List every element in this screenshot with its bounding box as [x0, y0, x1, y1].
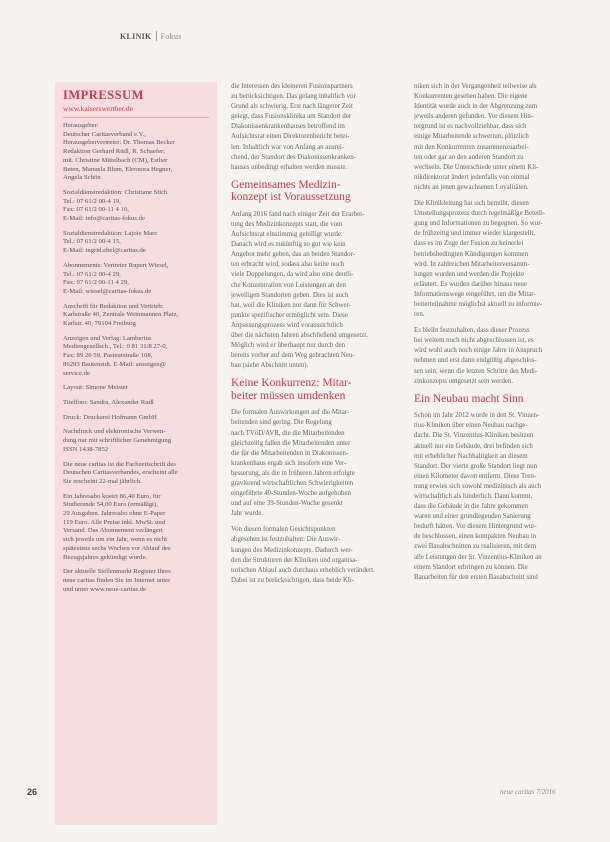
impressum-block	[63, 493, 209, 563]
paragraph-line: nach TVöD/AVR, die die Mitarbeitenden	[231, 429, 345, 437]
paragraph-line: Diakonissenkrankenhauses betroffend im	[231, 123, 345, 131]
subheading-line: Gemeinsames Medizin-	[231, 178, 341, 191]
paragraph-line: besserung, als die in früheren Jahren erfolgte	[231, 469, 355, 477]
paragraph-line: viele Doppelungen, da wird also eine deutli-	[231, 271, 354, 279]
impressum-line: 119 Euro. Alle Preise inkl. MwSt. und	[63, 518, 166, 526]
subheading-line: Keine Konkurrenz: Mitar-	[231, 377, 352, 390]
paragraph-line: Anpassungsprozess wird voraussichtlich	[231, 321, 343, 329]
paragraph-line: wechseln. Die Unterschiede unter einem Kli-	[414, 163, 539, 171]
paragraph-line: nichts an jenen gewachsenen Loyalitäten.	[414, 183, 529, 191]
article-subheading	[231, 179, 401, 204]
paragraph-line: bei weitem noch nicht abgeschlossen ist, es	[414, 337, 534, 345]
paragraph-line: bau (siehe Abschnitt unten).	[231, 362, 309, 370]
article-paragraph	[231, 82, 401, 173]
article-column-left	[231, 82, 401, 592]
article-paragraph	[414, 199, 584, 320]
paragraph-line: einem Standort erbringen zu können. Die	[414, 563, 528, 571]
impressum-block	[63, 461, 209, 487]
paragraph-line: ten oder gar an den anderen Standort zu	[414, 153, 524, 161]
article-paragraph	[231, 408, 401, 519]
paragraph-line: Die formalen Auswirkungen auf die Mitar-	[231, 409, 350, 417]
paragraph-line: über die nächsten Jahren abschließend umgesetzt.	[231, 331, 368, 339]
impressum-line: und unter www.neue-caritas.de	[63, 585, 147, 593]
impressum-line: 29 Ausgaben. Jahresabo ohne E-Paper	[63, 510, 166, 518]
impressum-line: Tel.: 07 61/2 00-4 19,	[63, 197, 121, 205]
paragraph-line: gung und Informationen zu begegnen. So wur-	[414, 220, 543, 228]
paragraph-line: waren und einer grundlegenden Sanierung	[414, 513, 531, 521]
paragraph-line: lungen wurden und werden die Projekte	[414, 270, 525, 278]
impressum-line: Angela Schön	[63, 174, 101, 182]
paragraph-line: nung erwies sich sowohl medizinisch als auch	[414, 482, 542, 490]
impressum-line: Anschrift für Redaktion und Vertrieb:	[63, 302, 164, 310]
article-paragraph	[414, 82, 584, 193]
impressum-line: mit. Christine Mittelbach (CM), Esther	[63, 156, 168, 164]
paragraph-line: tung des Medizinkonzepts statt, die vom	[231, 220, 343, 228]
paragraph-line: niken sich in der Vergangenheit teilweise als	[414, 83, 537, 90]
article-paragraph	[414, 411, 584, 583]
impressum-block	[63, 568, 209, 594]
impressum-block	[63, 230, 209, 256]
subsection-label: Fokus	[160, 32, 182, 41]
paragraph-line: und auf eine 39-Stunden-Woche gesenkt	[231, 500, 343, 508]
impressum-block	[63, 428, 209, 454]
impressum-block	[63, 122, 209, 183]
paragraph-line: den die Strukturen der Kliniken und organisa-	[231, 556, 358, 564]
paragraph-line: mit erheblicher Nachhaltigkeit an diesem	[414, 452, 528, 460]
paragraph-line: Jahr wurde.	[231, 510, 264, 518]
impressum-line: Der aktuelle Stellenmarkt Register Ihres	[63, 568, 171, 576]
paragraph-line: alle Leistungen der St. Vinzentius-Kliniken an	[414, 553, 542, 561]
paragraph-line: gelegt, dass Fusionsklinika am Standort der	[231, 113, 352, 121]
section-label: KLINIK	[120, 32, 152, 41]
impressum-line: Sie erscheint 22-mal jährlich.	[63, 477, 142, 485]
impressum-line: Fax: 89 20 59, Pasteurstraße 108,	[63, 352, 153, 360]
paragraph-line: len. Inhaltlich war von Anfang an ausrei-	[231, 143, 345, 151]
impressum-line: Tel.: 07 61/2 00-4 29,	[63, 270, 121, 278]
article-subheading	[231, 377, 401, 402]
article-paragraph	[231, 525, 401, 586]
paragraph-line: Die Klinikleitung hat sich bemüht, diesen	[414, 200, 529, 208]
impressum-line: Studierende 54,00 Euro (ermäßigt),	[63, 501, 158, 509]
impressum-line: Bezugsjahres gekündigt wurde.	[63, 553, 148, 561]
impressum-box	[55, 82, 217, 825]
paragraph-line: wird wohl auch noch einige Jahre in Anspruch	[414, 347, 543, 355]
impressum-line: Die neue caritas ist die Fachzeitschrift des	[63, 460, 176, 468]
impressum-line: Sozialdienstredaktion: Christiane Stich	[63, 188, 168, 196]
impressum-line: spätestens sechs Wochen vor Ablauf des	[63, 544, 171, 552]
paragraph-line: Aufsichtsrat einen Direktorenbericht betei-	[231, 133, 350, 141]
impressum-line: Versand. Das Abonnement verlängert	[63, 527, 163, 535]
impressum-line: neue caritas finden Sie im Internet unter	[63, 576, 171, 584]
impressum-title: IMPRESSUM	[63, 88, 144, 102]
impressum-line: Fax: 07 61/2 00-11 4 10,	[63, 206, 129, 214]
paragraph-line: dass es im Zuge der Fusion zu keinerlei	[414, 240, 524, 248]
impressum-line: sich jeweils um ein Jahr, wenn es nicht	[63, 536, 168, 544]
paragraph-line: Danach wird es zukünftig so gut wie kein	[231, 241, 346, 249]
impressum-block	[63, 384, 209, 393]
paragraph-line: jeweils anderen gefunden. Vor diesem Hin-	[414, 113, 534, 121]
impressum-line: dung nur mit schriftlicher Genehmigung	[63, 437, 172, 445]
paragraph-line: gravierend wirtschaftlichen Schwierigkeiten	[231, 480, 354, 487]
paragraph-line: beiterteilnahme möglichst aktuell zu informie-	[414, 300, 543, 308]
paragraph-line: dass die Gebäude in die Jahre gekommen	[414, 503, 529, 511]
paragraph-line: Anfang 2016 fand nach einiger Zeit der Erarbei-	[231, 210, 365, 218]
impressum-line: Mediengesellsch., Tel.: 0 81 31/8 27-0,	[63, 343, 168, 351]
paragraph-line: punkte spezifischer ermöglicht sein. Diese	[231, 311, 348, 319]
paragraph-line: erläutert. Es wurden darüber hinaus neue	[414, 280, 527, 288]
running-header	[120, 31, 182, 41]
paragraph-line: hat, weil die Kliniken nur dann für Schwer-	[231, 301, 352, 309]
paragraph-line: wirtschaftlich als hinderlich. Dann kommt,	[414, 492, 533, 500]
paragraph-line: nehmen und erst dann endgültig abgeschlos-	[414, 357, 537, 365]
impressum-line: Herausgebervertreter: Dr. Thomas Becker	[63, 139, 176, 147]
paragraph-line: abgesehen ist festzuhalten: Die Auswir-	[231, 536, 341, 544]
paragraph-line: die für die Mitarbeitenden in Diakonissen-	[231, 449, 349, 457]
impressum-line: Tel.: 07 61/2 00-4 15,	[63, 238, 121, 246]
subheading-line: konzept ist Voraussetzung	[231, 191, 351, 204]
paragraph-line: sen sein, wenn die letzten Schritte des Medi-	[414, 367, 538, 375]
paragraph-line: torischen Ablauf auch durchaus erheblich verändert.	[231, 566, 375, 574]
paragraph-line: einige Mitarbeitende schwertun, plötzlich	[414, 133, 529, 141]
paragraph-line: Identität wurde auch in der Abgrenzung zum	[414, 103, 538, 111]
impressum-blocks	[55, 122, 217, 594]
paragraph-line: Standort. Der vierte große Standort liegt nun	[414, 462, 538, 470]
paragraph-line: eingeführte 40-Stunden-Woche aufgehoben	[231, 490, 351, 498]
paragraph-line: bedurft hätten. Vor diesem Hintergrund wur-	[414, 523, 537, 531]
subheading-line: beiter müssen umdenken	[231, 389, 346, 402]
impressum-line: Karlstr. 40, 79104 Freiburg	[63, 320, 136, 328]
paragraph-line: nikdirektorat ändert jedenfalls von einmal	[414, 173, 530, 181]
impressum-line: Fax: 07 61/2 00-11 4 29,	[63, 279, 129, 287]
impressum-block	[63, 414, 209, 423]
paragraph-line: zu berücksichtigen. Das gelang inhaltlich vor	[231, 93, 356, 101]
impressum-line: Karlstraße 40, Zentrale Weinmannen Platz,	[63, 311, 179, 319]
subheading-line: Ein Neubau macht Sinn	[414, 392, 524, 405]
paragraph-line: ren.	[414, 311, 425, 319]
impressum-line: Nachdruck und elektronische Verwen-	[63, 428, 166, 436]
impressum-line: Beten, Manuela Blum, Eleonora Hegner,	[63, 165, 173, 173]
impressum-line: 86293 Bautenstdt. E-Mail: anzeigen@	[63, 360, 166, 368]
paragraph-line: Grund als schwierig. Erst nach längerer Zeit	[231, 103, 353, 111]
impressum-divider	[63, 117, 209, 118]
header-divider	[156, 31, 157, 41]
paragraph-line: che Konzentration von Leistungen an den	[231, 281, 346, 289]
paragraph-line: Möglich wird er überhaupt nur durch den	[231, 342, 346, 350]
article-paragraph	[414, 326, 584, 387]
paragraph-line: de beschlossen, einen kompakten Neubau in	[414, 533, 537, 541]
paragraph-line: Angebot mehr geben, das an beiden Standor-	[231, 251, 356, 259]
paragraph-line: aktuell nur ein Gebäude, drei befinden sich	[414, 442, 533, 450]
impressum-block	[63, 335, 209, 379]
paragraph-line: zinkonzepts umgesetzt sein werden.	[414, 377, 514, 385]
impressum-block	[63, 303, 209, 329]
article-column-right	[414, 82, 584, 589]
paragraph-line: dacht. Die St. Vinzentius-Kliniken besitzen	[414, 432, 534, 440]
page-number: 26	[27, 787, 38, 797]
paragraph-line: bereits vorher auf dem Weg gebrachten Neu-	[231, 352, 355, 360]
paragraph-line: die Interessen des kleineren Fusionspartners	[231, 83, 353, 90]
paragraph-line: chend, der Standort des Diakonissenkranken-	[231, 153, 356, 161]
impressum-url[interactable]: www.kaiserswerther.de	[63, 104, 133, 113]
paragraph-line: Schon im Jahr 2012 wurde in den St. Vinzen-	[414, 412, 540, 420]
paragraph-line: krankenhaus ergab sich insofern eine Ver-	[231, 459, 347, 467]
paragraph-line: Umstellungsprozess durch regelmäßige Beteili-	[414, 210, 546, 218]
magazine-name: neue caritas 7/2016	[500, 788, 556, 796]
paragraph-line: mit den Konkurrenten zusammenzuarbei-	[414, 143, 529, 151]
paragraph-line: Aufsichtsrat einstimmig gebilligt wurde.	[231, 231, 343, 239]
paragraph-line: Es bleibt festzuhalten, dass dieser Prozess	[414, 327, 530, 335]
paragraph-line: hauses unbedingt erhalten werden musste.	[231, 163, 348, 171]
impressum-line: Layout: Simone Meister	[63, 384, 129, 392]
paragraph-line: de frühzeitig und immer wieder klargestellt,	[414, 230, 536, 238]
paragraph-line: Informationswege eingeführt, um die Mitar-	[414, 290, 536, 298]
paragraph-line: Bauarbeiten für den ersten Bauabschnitt sind	[414, 573, 538, 581]
impressum-line: Abonnements: Vertreter Rupert Wiesel,	[63, 261, 169, 269]
paragraph-line: jeweiligen Standorten geben. Dies ist auch	[231, 291, 349, 299]
impressum-line: ISSN 1438-7852	[63, 445, 109, 453]
impressum-line: Deutscher Caritasverband e.V.,	[63, 130, 146, 138]
impressum-block	[63, 399, 209, 408]
impressum-line: service.de	[63, 369, 90, 377]
impressum-line: E-Mail: ingrid.ebel@caritas.de	[63, 247, 146, 255]
paragraph-line: Dabei ist zu berücksichtigen, dass beide Kli-	[231, 576, 355, 584]
impressum-line: Anzeigen und Verlag: Lambertus	[63, 334, 152, 342]
paragraph-line: tius-Kliniken über einen Neubau nachge-	[414, 422, 528, 430]
paragraph-line: Von diesen formalen Gesichtspunkten	[231, 526, 336, 534]
paragraph-line: betriebsbedingten Kündigungen kommen	[414, 250, 529, 258]
article-subheading	[414, 393, 584, 406]
paragraph-line: ten erbracht wird, sodass also keine noch	[231, 261, 345, 269]
paragraph-line: beitenden sind gering. Die Regelung	[231, 419, 332, 427]
paragraph-line: tergrund ist es nachvollziehbar, dass sich	[414, 123, 527, 131]
paragraph-line: Konkurrenten gesehen haben. Die eigene	[414, 93, 528, 101]
impressum-line: Deutschen Caritasverbandes, erscheint alle	[63, 469, 178, 477]
impressum-line: E-Mail: wiesel@caritas-fokus.de	[63, 287, 152, 295]
paragraph-line: wird. In zahlreichen Mitarbeiterversamm-	[414, 260, 530, 268]
impressum-line: Titelfoto: Sandra, Alexander Rudl	[63, 398, 154, 406]
paragraph-line: kungen des Medizinkonzepts. Dadurch wer-	[231, 546, 353, 554]
impressum-line: Ein Jahresabo kostet 86,40 Euro, für	[63, 492, 161, 500]
paragraph-line: gleichzeitig fallen die Mitarbeitenden unter	[231, 439, 351, 447]
impressum-line: E-Mail: info@caritas-fokus.de	[63, 215, 145, 223]
impressum-block	[63, 262, 209, 297]
paragraph-line: einen Kilometer davon entfernt. Diese Tren-	[414, 472, 537, 480]
impressum-line: Druck: Druckerei Hofmann GmbH	[63, 413, 157, 421]
impressum-block	[63, 189, 209, 224]
impressum-line: Herausgeber:	[63, 122, 99, 129]
impressum-line: Sozialdienstredaktion: Lajoie Marc	[63, 229, 158, 237]
paragraph-line: zwei Bauabschnitten zu realisieren, mit dem	[414, 543, 537, 551]
impressum-line: Redaktion Gerhard Rüdl, R. Schaefer;	[63, 148, 166, 156]
article-paragraph	[231, 210, 401, 372]
